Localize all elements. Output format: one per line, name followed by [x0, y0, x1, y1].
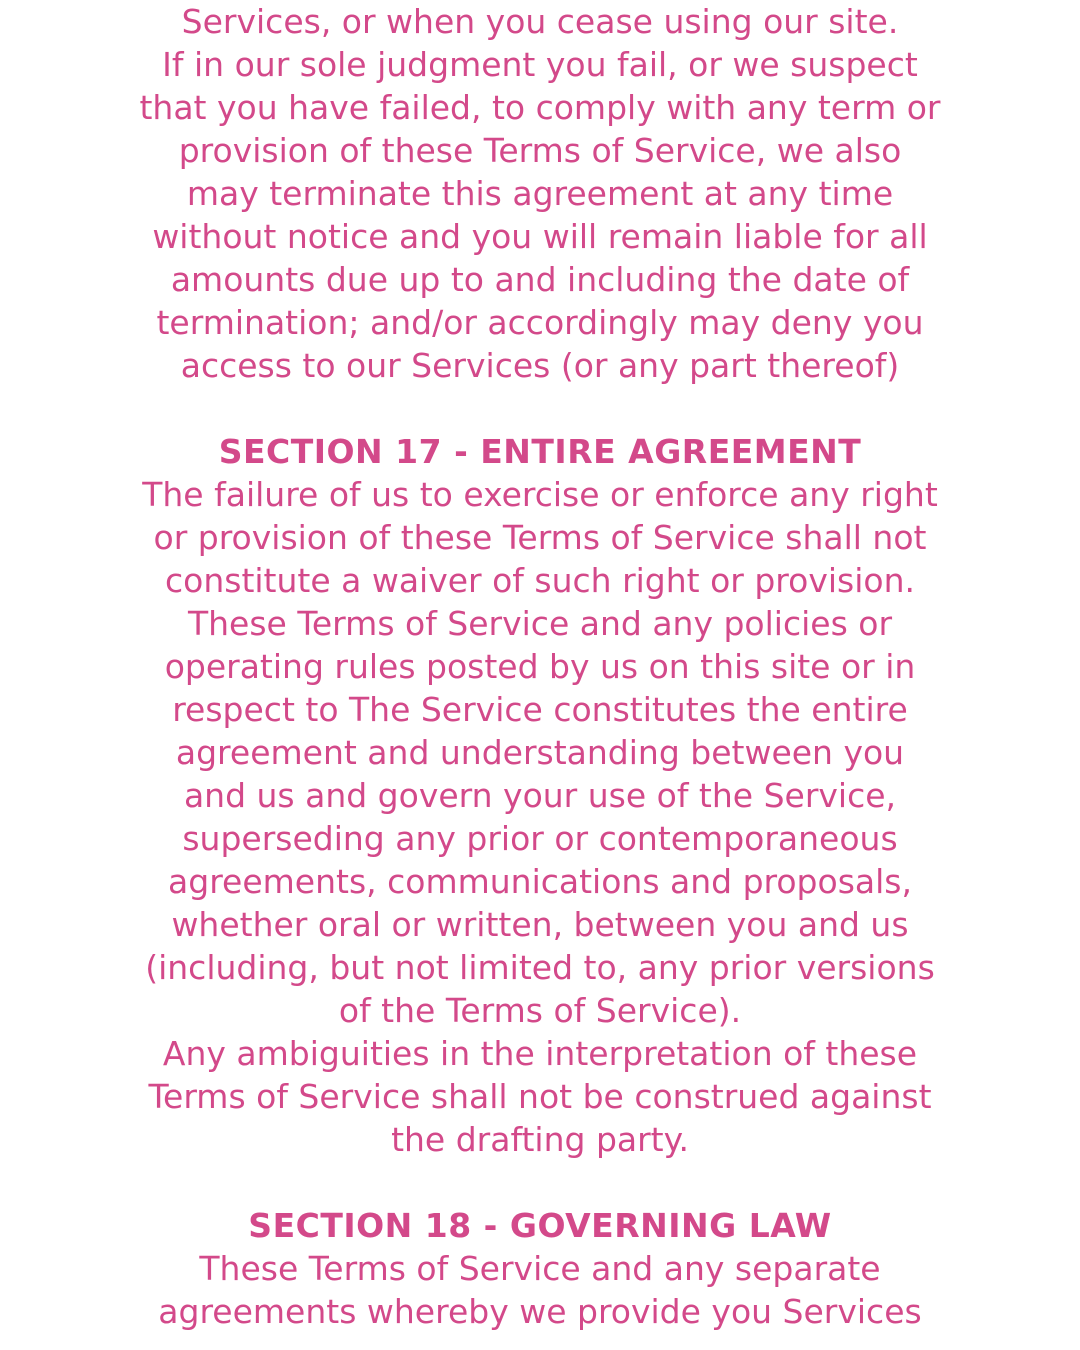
body-text-line: These Terms of Service and any separate	[199, 1249, 881, 1288]
body-text-line: provision of these Terms of Service, we also	[178, 131, 902, 170]
body-text-line: superseding any prior or contemporaneous	[182, 819, 898, 858]
body-text-line: Services, or when you cease using our site.	[181, 2, 899, 41]
body-text-line: may terminate this agreement at any time	[186, 174, 894, 213]
body-text-line: (including, but not limited to, any prior versions	[145, 948, 935, 987]
body-text-line: The failure of us to exercise or enforce any right	[142, 475, 938, 514]
body-text-line: agreement and understanding between you	[175, 733, 905, 772]
body-text-line: agreements whereby we provide you Services	[158, 1292, 922, 1331]
body-text-line: These Terms of Service and any policies or	[187, 604, 893, 643]
body-text-line: and us and govern your use of the Service,	[183, 776, 897, 815]
body-text-line: Terms of Service shall not be construed against	[148, 1077, 932, 1116]
body-text-line: without notice and you will remain liable for all	[152, 217, 928, 256]
body-text-line: or provision of these Terms of Service shall not	[153, 518, 927, 557]
body-text-line: the drafting party.	[391, 1120, 689, 1159]
body-text-line: operating rules posted by us on this site or in	[164, 647, 916, 686]
section-18-heading: SECTION 18 - GOVERNING LAW	[248, 1206, 832, 1245]
body-text-line: respect to The Service constitutes the entire	[172, 690, 908, 729]
body-text-line: that you have failed, to comply with any term or	[139, 88, 941, 127]
body-text-line: amounts due up to and including the date of	[170, 260, 910, 299]
body-text-line: agreements, communications and proposals,	[168, 862, 912, 901]
body-text-line: constitute a waiver of such right or provision.	[165, 561, 915, 600]
body-text-line: whether oral or written, between you and us	[171, 905, 909, 944]
body-text-line: of the Terms of Service).	[338, 991, 742, 1030]
body-text-line: termination; and/or accordingly may deny you	[156, 303, 924, 342]
section-17-heading: SECTION 17 - ENTIRE AGREEMENT	[218, 432, 862, 471]
body-text-line: access to our Services (or any part thereof)	[180, 346, 900, 385]
body-text-line: Any ambiguities in the interpretation of these	[162, 1034, 918, 1073]
body-text-line: If in our sole judgment you fail, or we suspect	[162, 45, 918, 84]
